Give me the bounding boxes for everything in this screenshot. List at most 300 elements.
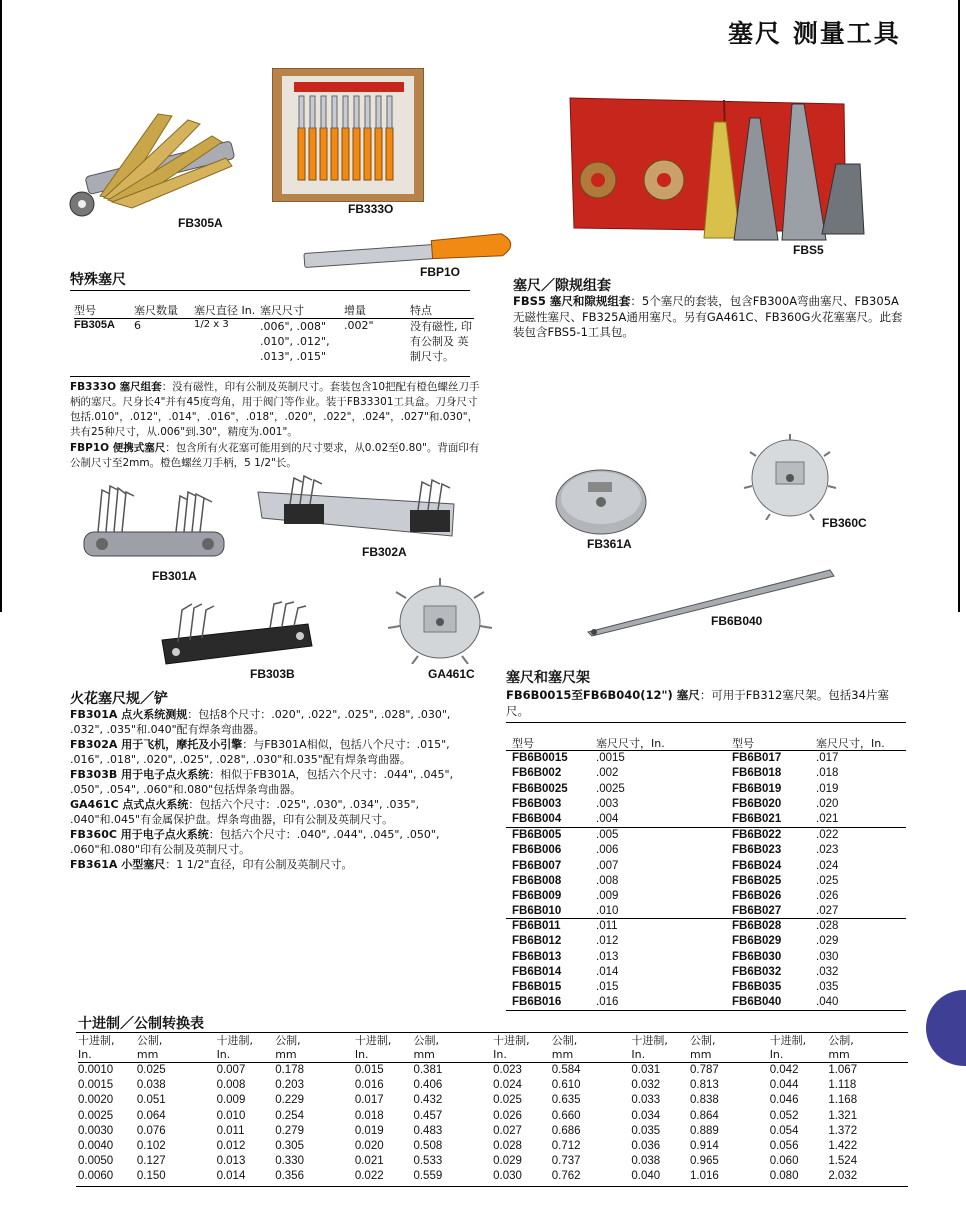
mm-cell: 0.076 [136, 1124, 166, 1137]
spark-item-fb303b [70, 767, 470, 797]
cell-increment: .002" [344, 319, 374, 332]
inch-cell: 0.035 [631, 1124, 661, 1137]
holder-desc-title: FB6B0015至FB6B040(12") 塞尺 [506, 688, 700, 702]
fbp1o-desc [70, 441, 480, 471]
size-cell: .012 [596, 935, 619, 948]
size-cell: .004 [596, 813, 619, 826]
sets-desc [513, 294, 903, 341]
model-cell: FB6B018 [732, 767, 782, 780]
model-cell: FB6B032 [732, 965, 782, 978]
col-header: 十进制, [493, 1034, 530, 1047]
size-cell: .027 [816, 905, 839, 918]
model-cell: FB6B006 [512, 844, 562, 857]
inch-cell: 0.011 [216, 1124, 245, 1137]
model-cell: FB6B0025 [512, 782, 568, 795]
size-cell: .007 [596, 859, 619, 872]
inch-cell: 0.042 [769, 1064, 799, 1076]
col-header: 十进制, [769, 1034, 807, 1047]
inch-cell: 0.0050 [78, 1155, 114, 1168]
col-header: 公制, [551, 1034, 578, 1047]
model-cell: FB6B022 [732, 829, 782, 841]
conversion-table [78, 1034, 908, 1185]
inch-cell: 0.019 [354, 1124, 384, 1137]
holder-title: 塞尺和塞尺架 [506, 670, 590, 686]
model-cell: FB6B010 [512, 905, 562, 918]
mm-cell: 1.422 [828, 1140, 858, 1153]
inch-cell: 0.026 [493, 1109, 522, 1122]
col-header: 十进制, [78, 1034, 115, 1047]
size-cell: .016 [596, 996, 619, 1009]
conversion-top-rule [76, 1032, 908, 1033]
inch-cell: 0.010 [216, 1109, 246, 1122]
spark-item-text: ：与FB301A相似，包括八个尺寸：.015", .016", .018", .020", .025", .028", .030"和.035"配有焊条弯曲器。 [70, 738, 450, 766]
col-header: 塞尺数量 [134, 304, 178, 317]
table-row [78, 1124, 908, 1139]
col-header: In. [216, 1048, 231, 1061]
size-cell: .013 [596, 950, 619, 963]
mm-cell: 0.889 [690, 1124, 719, 1137]
mm-cell: 0.102 [136, 1140, 166, 1153]
holder-rule [506, 722, 906, 723]
mm-cell: 0.559 [413, 1170, 443, 1183]
mm-cell: 0.712 [551, 1140, 581, 1153]
size-cell: .014 [596, 965, 619, 978]
fbp1o-desc-text: ：包含所有火花塞可能用到的尺寸要求，从0.02至0.80"。背面印有公制尺寸至2mm。橙色螺丝刀手柄，5 1/2"长。 [70, 442, 480, 469]
fb303b-image [158, 600, 318, 666]
mm-cell: 0.483 [413, 1124, 443, 1137]
col-header: 特点 [410, 304, 432, 317]
table-row [78, 1169, 908, 1184]
size-cell: .017 [816, 752, 839, 764]
spark-title: 火花塞尺规／铲 [70, 691, 168, 707]
mm-cell: 0.356 [275, 1170, 304, 1183]
cell-sizes: .006", .008" .010", .012", .013", .015" [260, 320, 330, 363]
size-cell: .026 [816, 890, 839, 903]
cell-feature: 没有磁性, 印有公制及 英制尺寸。 [410, 320, 472, 363]
mm-cell: 1.168 [828, 1094, 858, 1107]
mm-cell: 0.787 [690, 1064, 719, 1076]
inch-cell: 0.027 [493, 1124, 522, 1137]
special-rule [70, 290, 470, 291]
table-row [78, 1109, 908, 1124]
fb333o-desc [70, 380, 480, 440]
mm-cell: 0.127 [136, 1155, 166, 1168]
inch-cell: 0.060 [769, 1155, 799, 1168]
col-header: 增量 [344, 304, 366, 317]
section-tab [926, 990, 966, 1066]
col-header: 塞尺尺寸，In. [596, 737, 665, 750]
inch-cell: 0.012 [216, 1140, 246, 1153]
ga461c-image [380, 578, 500, 664]
cell-dia: 1/2 x 3 [194, 319, 229, 330]
mm-cell: 0.610 [551, 1079, 581, 1092]
fbp1o-desc-title: FBP1O 便携式塞尺 [70, 442, 166, 454]
table-row [512, 950, 906, 965]
spark-item-title: FB302A 用于飞机，摩托及小引擎 [70, 738, 243, 751]
inch-cell: 0.018 [354, 1109, 384, 1122]
size-cell: .008 [596, 874, 619, 887]
inch-cell: 0.0040 [78, 1140, 114, 1153]
fb333o-label: FB333O [348, 202, 394, 216]
table-row [512, 889, 906, 904]
size-cell: .025 [816, 874, 839, 887]
model-cell: FB6B023 [732, 844, 782, 857]
inch-cell: 0.046 [769, 1094, 799, 1107]
col-header: mm [551, 1048, 574, 1061]
model-cell: FB6B019 [732, 782, 782, 795]
spark-item-fb360c [70, 827, 470, 857]
spark-item-text: ：包括8个尺寸：.020", .022", .025", .028", .030", .032", .035"和.040"配有焊条弯曲器。 [70, 708, 451, 736]
size-cell: .021 [816, 813, 839, 826]
model-cell: FB6B024 [732, 859, 782, 872]
ga461c-label: GA461C [428, 667, 475, 681]
mm-cell: 0.432 [413, 1094, 443, 1107]
fbp1o-label: FBP1O [420, 265, 461, 279]
mm-cell: 0.305 [275, 1140, 304, 1153]
table-row [512, 797, 906, 812]
model-cell: FB6B035 [732, 981, 782, 994]
spark-item-text: ：包括六个尺寸：.040", .044", .045", .050", .060"和.080"印有公制及英制尺寸。 [70, 828, 440, 856]
fb6b040-label: FB6B040 [711, 614, 763, 628]
model-cell: FB6B016 [512, 996, 562, 1009]
size-cell: .040 [816, 996, 839, 1009]
col-header: 公制, [136, 1034, 163, 1047]
col-header: 塞尺尺寸 [260, 304, 304, 317]
col-header: 十进制, [631, 1034, 668, 1047]
size-cell: .028 [816, 920, 839, 932]
model-cell: FB6B028 [732, 920, 782, 932]
inch-cell: 0.015 [354, 1064, 384, 1076]
fb360c-label: FB360C [822, 516, 867, 530]
model-cell: FB6B013 [512, 950, 562, 963]
table-row [512, 980, 906, 995]
fbp1o-image [302, 232, 524, 270]
mm-cell: 0.762 [551, 1170, 581, 1183]
spark-item-text: ：包括六个尺寸：.025", .030", .034", .035", .040"和.045"有金属保护盘。焊条弯曲器，印有公制及英制尺寸。 [70, 798, 420, 826]
size-cell: .011 [596, 920, 618, 932]
cell-model: FB305A [74, 319, 115, 331]
size-cell: .024 [816, 859, 839, 872]
inch-cell: 0.025 [493, 1094, 522, 1107]
inch-cell: 0.017 [354, 1094, 384, 1107]
table-row [78, 1063, 908, 1078]
mm-cell: 0.965 [690, 1155, 719, 1168]
holder-bottom-rule [506, 1010, 906, 1011]
col-header: 型号 [74, 304, 96, 317]
model-cell: FB6B029 [732, 935, 782, 948]
inch-cell: 0.024 [493, 1079, 522, 1092]
model-cell: FB6B007 [512, 859, 562, 872]
special-table [74, 302, 474, 364]
table-row [512, 995, 906, 1010]
fbs5-image [564, 94, 870, 246]
model-cell: FB6B027 [732, 905, 782, 918]
mm-cell: 0.533 [413, 1155, 443, 1168]
fb301a-image [80, 480, 230, 566]
inch-cell: 0.040 [631, 1170, 661, 1183]
mm-cell: 2.032 [828, 1170, 858, 1183]
inch-cell: 0.014 [216, 1170, 246, 1183]
mm-cell: 0.635 [551, 1094, 581, 1107]
inch-cell: 0.022 [354, 1170, 384, 1183]
table-row [512, 751, 906, 766]
mm-cell: 0.838 [690, 1094, 719, 1107]
fb333o-desc-text: ：没有磁性，印有公制及英制尺寸。套装包含10把配有橙色螺丝刀手柄的塞尺。尺身长4"并有45度弯角，用于阀门等作业。装于FB33301工具盒。刀身尺寸包括.010"，.012"，.014"，.016"，.018"，.020"，.022"，.024"，.027"和.030"，共有25种尺寸，从.006"到.30"，精度为.001"。 [70, 381, 480, 438]
col-header: 十进制, [354, 1034, 392, 1047]
table-row [512, 766, 906, 781]
mm-cell: 0.508 [413, 1140, 443, 1153]
mm-cell: 0.178 [275, 1064, 304, 1076]
fb333o-image [272, 68, 424, 202]
holder-desc [506, 688, 906, 719]
sets-title: 塞尺／隙规组套 [513, 278, 611, 294]
holder-group-2 [512, 828, 906, 920]
col-header: In. [493, 1048, 507, 1061]
col-header: In. [631, 1048, 646, 1061]
table-row [78, 1154, 908, 1169]
inch-cell: 0.056 [769, 1140, 799, 1153]
table-row [512, 843, 906, 858]
model-cell: FB6B026 [732, 890, 782, 903]
mm-cell: 0.203 [275, 1079, 304, 1092]
model-cell: FB6B020 [732, 797, 782, 810]
size-cell: .006 [596, 844, 619, 857]
inch-cell: 0.007 [216, 1064, 246, 1076]
spark-item-fb302a [70, 737, 470, 767]
col-header: 塞尺尺寸，In. [816, 737, 885, 750]
size-cell: .002 [596, 767, 619, 780]
col-header: 公制, [275, 1034, 301, 1047]
inch-cell: 0.0060 [78, 1170, 114, 1183]
size-cell: .023 [816, 844, 839, 857]
table-row [512, 782, 906, 797]
size-cell: .019 [816, 782, 839, 795]
holder-desc-text: ：可用于FB312塞尺架。包括34片塞尺。 [506, 688, 889, 718]
mm-cell: 0.406 [413, 1079, 443, 1092]
size-cell: .018 [816, 767, 839, 780]
col-header: 十进制, [216, 1034, 254, 1047]
col-header: mm [828, 1048, 850, 1061]
col-header: 塞尺直径 In. [194, 304, 256, 317]
inch-cell: 0.0030 [78, 1124, 114, 1137]
size-cell: .010 [596, 905, 619, 918]
inch-cell: 0.009 [216, 1094, 246, 1107]
inch-cell: 0.016 [354, 1079, 384, 1092]
sets-desc-title: FBS5 塞尺和隙规组套 [513, 294, 631, 308]
table-row [512, 828, 906, 843]
col-header: mm [136, 1048, 159, 1061]
page-left-rule [0, 0, 2, 612]
inch-cell: 0.021 [354, 1155, 384, 1168]
mm-cell: 0.381 [413, 1064, 443, 1076]
table-row [78, 1078, 908, 1093]
inch-cell: 0.052 [769, 1109, 799, 1122]
model-cell: FB6B030 [732, 950, 782, 963]
mm-cell: 0.813 [690, 1079, 719, 1092]
spark-item-fb301a [70, 707, 470, 737]
table-row [512, 859, 906, 874]
model-cell: FB6B0015 [512, 752, 568, 764]
fb305a-label: FB305A [178, 216, 223, 230]
inch-cell: 0.020 [354, 1140, 384, 1153]
inch-cell: 0.0010 [78, 1064, 114, 1076]
col-header: mm [275, 1048, 297, 1061]
inch-cell: 0.030 [493, 1170, 522, 1183]
spark-item-title: FB301A 点火系统测规 [70, 708, 188, 721]
inch-cell: 0.054 [769, 1124, 799, 1137]
col-header: 型号 [732, 737, 754, 750]
mm-cell: 0.914 [690, 1140, 719, 1153]
fb301a-label: FB301A [152, 569, 197, 583]
cell-qty: 6 [134, 319, 141, 332]
table-row [512, 919, 906, 934]
inch-cell: 0.032 [631, 1079, 661, 1092]
inch-cell: 0.080 [769, 1170, 799, 1183]
table-row [512, 812, 906, 827]
mm-cell: 1.372 [828, 1124, 858, 1137]
mm-cell: 0.660 [551, 1109, 581, 1122]
size-cell: .0025 [596, 782, 625, 795]
mm-cell: 0.150 [136, 1170, 166, 1183]
inch-cell: 0.033 [631, 1094, 661, 1107]
col-header: mm [690, 1048, 712, 1061]
col-header: In. [78, 1048, 92, 1061]
table-row [512, 934, 906, 949]
spark-item-title: FB303B 用于电子点火系统 [70, 768, 210, 781]
holder-group-1 [512, 751, 906, 827]
col-header: In. [354, 1048, 369, 1061]
fb302a-label: FB302A [362, 545, 407, 559]
spark-item-title: GA461C 点式点火系统 [70, 798, 189, 811]
mm-cell: 0.584 [551, 1064, 581, 1076]
mm-cell: 1.118 [828, 1079, 857, 1092]
col-header: 公制, [413, 1034, 439, 1047]
table-row [78, 1139, 908, 1154]
table-row [512, 874, 906, 889]
col-header: 型号 [512, 737, 534, 750]
inch-cell: 0.029 [493, 1155, 522, 1168]
spark-item-fb361a [70, 857, 470, 872]
special-title: 特殊塞尺 [70, 272, 126, 288]
table-row [78, 1093, 908, 1108]
model-cell: FB6B008 [512, 874, 562, 887]
mm-cell: 0.686 [551, 1124, 581, 1137]
col-header: 公制, [828, 1034, 854, 1047]
inch-cell: 0.044 [769, 1079, 799, 1092]
inch-cell: 0.0015 [78, 1079, 114, 1092]
mm-cell: 0.737 [551, 1155, 581, 1168]
mm-cell: 0.051 [136, 1094, 166, 1107]
size-cell: .032 [816, 965, 839, 978]
inch-cell: 0.034 [631, 1109, 661, 1122]
inch-cell: 0.013 [216, 1155, 246, 1168]
header-row [78, 1048, 908, 1062]
inch-cell: 0.0020 [78, 1094, 114, 1107]
spark-list [70, 707, 470, 872]
holder-group-3 [512, 919, 906, 1011]
size-cell: .015 [596, 981, 619, 994]
spark-item-title: FB361A 小型塞尺 [70, 858, 166, 871]
mm-cell: 0.038 [136, 1079, 166, 1092]
mm-cell: 1.524 [828, 1155, 858, 1168]
conversion-title: 十进制／公制转换表 [78, 1016, 204, 1032]
model-cell: FB6B015 [512, 981, 562, 994]
fb360c-image [740, 434, 840, 520]
spark-item-text: ：1 1/2"直径，印有公制及英制尺寸。 [165, 858, 353, 871]
spark-item-text: ：相似于FB301A，包括六个尺寸：.044", .045", .050", .054", .060"和.080"包括焊条弯曲器。 [70, 768, 454, 796]
size-cell: .005 [596, 829, 619, 841]
size-cell: .020 [816, 797, 839, 810]
fb361a-image [554, 464, 648, 536]
special-table-bottom [70, 376, 470, 377]
fb302a-image [254, 474, 464, 550]
inch-cell: 0.036 [631, 1140, 661, 1153]
fb333o-desc-title: FB333O 塞尺组套 [70, 381, 162, 393]
inch-cell: 0.023 [493, 1064, 522, 1076]
fb361a-label: FB361A [587, 537, 632, 551]
model-cell: FB6B003 [512, 797, 562, 810]
model-cell: FB6B025 [732, 874, 782, 887]
mm-cell: 0.330 [275, 1155, 304, 1168]
size-cell: .030 [816, 950, 839, 963]
mm-cell: 0.229 [275, 1094, 304, 1107]
mm-cell: 0.254 [275, 1109, 304, 1122]
page-right-rule [958, 0, 960, 612]
inch-cell: 0.028 [493, 1140, 522, 1153]
model-cell: FB6B002 [512, 767, 562, 780]
mm-cell: 0.064 [136, 1109, 166, 1122]
inch-cell: 0.031 [631, 1064, 661, 1076]
model-cell: FB6B004 [512, 813, 562, 826]
mm-cell: 0.279 [275, 1124, 304, 1137]
size-cell: .022 [816, 829, 839, 841]
model-cell: FB6B009 [512, 890, 562, 903]
inch-cell: 0.038 [631, 1155, 661, 1168]
spark-item-title: FB360C 用于电子点火系统 [70, 828, 209, 841]
col-header: In. [769, 1048, 784, 1061]
size-cell: .035 [816, 981, 839, 994]
col-header: mm [413, 1048, 435, 1061]
fb305a-image [60, 96, 250, 218]
model-cell: FB6B011 [512, 920, 561, 932]
spark-item-ga461c [70, 797, 470, 827]
inch-cell: 0.0025 [78, 1109, 114, 1122]
model-cell: FB6B017 [732, 752, 782, 764]
model-cell: FB6B012 [512, 935, 562, 948]
size-cell: .009 [596, 890, 619, 903]
fb303b-label: FB303B [250, 667, 295, 681]
fbs5-label: FBS5 [793, 243, 824, 257]
mm-cell: 0.025 [136, 1064, 166, 1076]
mm-cell: 1.321 [828, 1109, 858, 1122]
size-cell: .003 [596, 797, 619, 810]
mm-cell: 1.016 [690, 1170, 719, 1183]
conversion-bottom-rule [76, 1186, 908, 1187]
size-cell: .0015 [596, 752, 625, 764]
header-row [78, 1034, 908, 1048]
model-cell: FB6B005 [512, 829, 562, 841]
inch-cell: 0.008 [216, 1079, 246, 1092]
sets-desc-text: ：5个塞尺的套装，包含FB300A弯曲塞尺、FB305A无磁性塞尺、FB325A通用塞尺。另有GA461C、FB360G火花塞塞尺。此套装包含FBS5-1工具包。 [513, 294, 903, 339]
mm-cell: 0.864 [690, 1109, 719, 1122]
col-header: 公制, [690, 1034, 716, 1047]
model-cell: FB6B021 [732, 813, 782, 826]
mm-cell: 0.457 [413, 1109, 443, 1122]
size-cell: .029 [816, 935, 839, 948]
model-cell: FB6B040 [732, 996, 782, 1009]
model-cell: FB6B014 [512, 965, 562, 978]
page-title: 塞尺 测量工具 [728, 19, 901, 48]
